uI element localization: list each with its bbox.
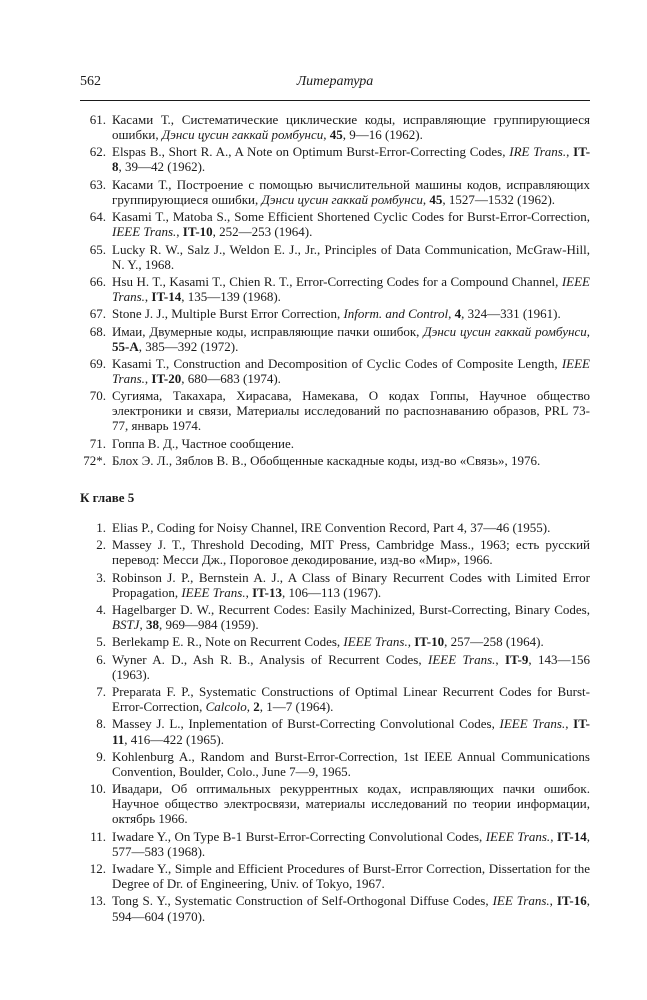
section-heading: К главе 5 (80, 490, 135, 505)
reference-item (80, 436, 590, 451)
reference-text: Сугияма, Такахара, Хирасава, Намекава, О кодах Гоппы, Научное общество электроники и связи, Материалы исследований по распознаванию образов, PRL 73-77, январь 1974. (112, 388, 590, 434)
reference-item (80, 177, 590, 207)
reference-text: Stone J. J., Multiple Burst Error Correction, Inform. and Control, 4, 324—331 (1961). (112, 306, 561, 322)
reference-number: 4. (96, 602, 106, 618)
reference-item (80, 274, 590, 304)
reference-number: 69. (89, 355, 106, 371)
reference-number: 71. (89, 435, 106, 451)
reference-item (80, 453, 590, 468)
reference-text: Касами Т., Систематические циклические коды, исправляющие группирующиеся ошибки, Дэнси цусин гаккай ромбунси, 45, 9—16 (1962). (112, 112, 590, 143)
reference-list-chapter-4 (80, 112, 590, 470)
reference-text: Kohlenburg A., Random and Burst-Error-Correction, 1st IEEE Annual Communications Convention, Boulder, Colo., June 7—9, 1965. (112, 748, 590, 779)
reference-number: 67. (89, 306, 106, 322)
reference-item (80, 652, 590, 682)
reference-item (80, 520, 590, 535)
header-rule (80, 100, 590, 101)
reference-number: 11. (90, 828, 106, 844)
reference-text: Hagelbarger D. W., Recurrent Codes: Easily Machinized, Burst-Correcting, Binary Codes, BSTJ, 38, 969—984 (1959). (112, 602, 590, 633)
reference-text: Berlekamp E. R., Note on Recurrent Codes, IEEE Trans., IT-10, 257—258 (1964). (112, 634, 544, 650)
reference-number: 13. (89, 893, 106, 909)
reference-text: Lucky R. W., Salz J., Weldon E. J., Jr., Principles of Data Communication, McGraw-Hill, N. Y., 1968. (112, 241, 590, 272)
reference-text: Kasami T., Construction and Decomposition of Cyclic Codes of Composite Length, IEEE Trans., IT-20, 680—683 (1974). (112, 355, 590, 386)
reference-number: 10. (89, 781, 106, 797)
reference-number: 3. (96, 569, 106, 585)
reference-number: 66. (89, 273, 106, 289)
reference-number: 9. (96, 748, 106, 764)
reference-text: Имаи, Двумерные коды, исправляющие пачки ошибок, Дэнси цусин гаккай ромбунси, 55-A, 385—392 (1972). (112, 323, 591, 354)
reference-item (80, 829, 590, 859)
reference-item (80, 242, 590, 272)
reference-item (80, 537, 590, 567)
reference-number: 1. (96, 520, 106, 535)
reference-text: Preparata F. P., Systematic Constructions of Optimal Linear Recurrent Codes for Burst-Error-Correction, Calcolo, 2, 1—7 (1964). (112, 684, 590, 715)
reference-item (80, 306, 590, 321)
reference-item (80, 144, 590, 174)
reference-text: Elias P., Coding for Noisy Channel, IRE Convention Record, Part 4, 37—46 (1955). (112, 520, 551, 535)
reference-text: Tong S. Y., Systematic Construction of Self-Orthogonal Diffuse Codes, IEE Trans., IT-16, 594—604 (1970). (112, 893, 590, 924)
reference-number: 63. (89, 176, 106, 192)
reference-item (80, 209, 590, 239)
reference-text: Massey J. T., Threshold Decoding, MIT Press, Cambridge Mass., 1963; есть русский перевод: Месси Дж., Пороговое декодирование, изд-во «Мир», 1966. (112, 537, 590, 568)
reference-number: 70. (89, 388, 106, 404)
reference-text: Iwadare Y., Simple and Efficient Procedures of Burst-Error Correction, Dissertation for the Degree of Dr. of Engineering, Univ. of Tokyo, 1967. (112, 861, 590, 892)
reference-number: 2. (96, 537, 106, 553)
reference-item (80, 570, 590, 600)
reference-text: Iwadare Y., On Type B-1 Burst-Error-Correcting Convolutional Codes, IEEE Trans., IT-14, 577—583 (1968). (112, 828, 590, 859)
reference-item (80, 716, 590, 746)
reference-item (80, 634, 590, 649)
reference-number: 72*. (83, 453, 106, 469)
reference-item (80, 324, 590, 354)
reference-text: Касами Т., Построение с помощью вычислительной машины кодов, исправляющих группирующиеся ошибки, Дэнси цусин гаккай ромбунси, 45, 1527—1532 (1962). (112, 176, 590, 207)
reference-text: Гоппа В. Д., Частное сообщение. (112, 435, 294, 451)
page-header (80, 74, 590, 96)
reference-text: Massey J. L., Inplementation of Burst-Correcting Convolutional Codes, IEEE Trans., IT-11, 416—422 (1965). (112, 716, 591, 747)
reference-text: Wyner A. D., Ash R. B., Analysis of Recurrent Codes, IEEE Trans., IT-9, 143—156 (1963). (112, 651, 591, 682)
page-number: 562 (80, 74, 101, 89)
reference-item (80, 781, 590, 826)
reference-text: Elspas B., Short R. A., A Note on Optimum Burst-Error-Correcting Codes, IRE Trans., IT-8, 39—42 (1962). (112, 144, 591, 175)
reference-number: 65. (89, 241, 106, 257)
reference-item (80, 684, 590, 714)
reference-number: 8. (96, 716, 106, 732)
reference-number: 12. (89, 861, 106, 877)
reference-number: 62. (89, 144, 106, 160)
reference-item (80, 749, 590, 779)
reference-number: 64. (89, 209, 106, 225)
reference-text: Hsu H. T., Kasami T., Chien R. T., Error-Correcting Codes for a Compound Channel, IEEE Trans., IT-14, 135—139 (1968). (112, 273, 590, 304)
reference-item (80, 356, 590, 386)
reference-number: 7. (96, 684, 106, 700)
running-title: Литература (296, 74, 374, 89)
reference-number: 61. (89, 112, 106, 127)
reference-text: Robinson J. P., Bernstein A. J., A Class of Binary Recurrent Codes with Limited Error Propagation, IEEE Trans., IT-13, 106—113 (1967). (112, 569, 590, 600)
reference-item (80, 861, 590, 891)
reference-text: Kasami T., Matoba S., Some Efficient Shortened Cyclic Codes for Burst-Error-Correction, IEEE Trans., IT-10, 252—253 (1964). (112, 209, 590, 240)
reference-item (80, 893, 590, 923)
reference-item (80, 388, 590, 433)
reference-item (80, 602, 590, 632)
reference-text: Блох Э. Л., Зяблов В. В., Обобщенные каскадные коды, изд-во «Связь», 1976. (112, 453, 541, 469)
reference-number: 5. (96, 634, 106, 650)
reference-number: 68. (89, 323, 106, 339)
reference-text: Ивадари, Об оптимальных рекуррентных кодах, исправляющих пачки ошибок. Научное общество электросвязи, материалы исследований по теории информации, октябрь 1966. (112, 781, 590, 827)
reference-item (80, 112, 590, 142)
reference-list-chapter-5 (80, 520, 590, 926)
reference-number: 6. (96, 651, 106, 667)
